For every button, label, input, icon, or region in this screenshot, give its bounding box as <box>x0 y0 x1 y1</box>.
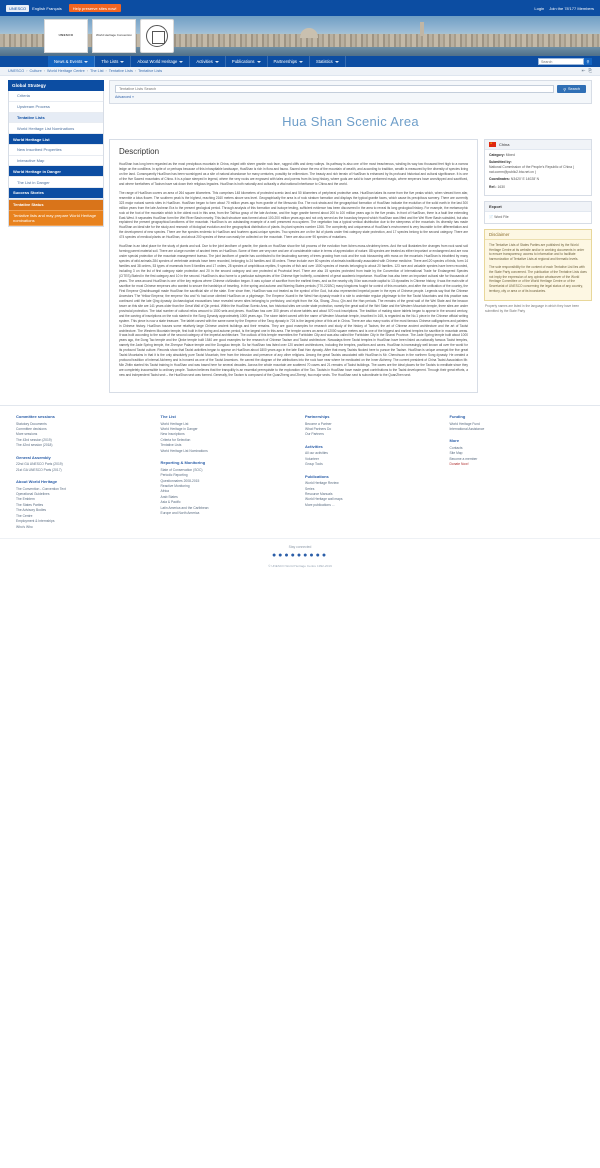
footer-link[interactable]: World Heritage wall maps <box>305 497 343 502</box>
section-heading: Description <box>119 147 160 156</box>
breadcrumb-item-whc[interactable]: World Heritage Centre <box>47 69 85 73</box>
site-banner <box>0 16 600 56</box>
footer-link[interactable]: Who's Who <box>16 524 33 529</box>
nav-item-about-world-heritage[interactable] <box>131 56 190 67</box>
footer-link[interactable]: The Emblem <box>16 497 35 502</box>
page-root <box>0 0 600 576</box>
main-column <box>109 80 592 393</box>
footer-heading-reporting-monitoring: Reporting & Monitoring <box>160 460 206 466</box>
nav-label: Partnerships <box>273 59 298 64</box>
footer-link[interactable]: Resource Manuals <box>305 492 333 497</box>
whc-logo[interactable] <box>92 19 136 53</box>
social-icons[interactable] <box>0 552 600 559</box>
nav-label: The Lists <box>101 59 119 64</box>
footer-heading-committee-sessions: Committee sessions <box>16 414 55 420</box>
facebook-icon[interactable]: ● <box>271 552 279 560</box>
donate-button[interactable]: Help preserve sites now! <box>69 4 121 12</box>
search-button[interactable] <box>557 85 586 93</box>
account-links[interactable] <box>534 6 594 11</box>
footer-link[interactable]: Group Tools <box>305 462 323 467</box>
content-area <box>0 76 600 393</box>
footer-link[interactable]: Latin America and the Caribbean <box>160 505 209 510</box>
footer-link[interactable]: Criteria for Selection <box>160 437 191 442</box>
field-label: Ref.: <box>489 184 497 189</box>
sidebar-item-the-list-in-danger[interactable]: The List in Danger <box>9 177 103 188</box>
infobox-field-coordinates <box>489 177 587 182</box>
nav-label: About World Heritage <box>137 59 178 64</box>
footer-column-1 <box>16 414 151 530</box>
field-value: 1630 <box>497 184 506 189</box>
infobox-field-category <box>489 153 587 158</box>
sidebar <box>8 80 104 227</box>
footer-link[interactable]: The Centre <box>16 513 33 518</box>
nav-label: News & Events <box>54 59 83 64</box>
rss-icon[interactable]: ● <box>321 552 329 560</box>
unesco-logo-text: UNESCO <box>58 33 74 38</box>
vimeo-icon[interactable]: ● <box>315 552 322 560</box>
language-links[interactable]: English Français <box>32 5 62 11</box>
footer-link[interactable]: Periodic Reporting <box>160 473 188 478</box>
footer-link[interactable]: The States Parties <box>16 502 44 507</box>
sidebar-item-new-inscribed-properties[interactable]: New Inscribed Properties <box>9 145 103 156</box>
footer-heading-general-assembly: General Assembly <box>16 454 51 460</box>
breadcrumb-item-tentative-lists[interactable]: Tentative Lists <box>108 69 133 73</box>
print-icon[interactable]: ⎘ <box>588 68 592 73</box>
footer-link[interactable]: Become a Partner <box>305 421 332 426</box>
login-link[interactable]: Login <box>534 5 545 11</box>
footer-link[interactable]: World Heritage in Danger <box>160 426 198 431</box>
nav-item-statistics[interactable] <box>310 56 346 67</box>
footer-link[interactable]: Africa <box>160 489 169 494</box>
footer-link[interactable]: Arab States <box>160 494 178 499</box>
footer-heading-activities: Activities <box>305 443 323 449</box>
sidebar-item-world-heritage-in-danger[interactable]: World Heritage in Danger <box>9 166 103 177</box>
copyright: © UNESCO World Heritage Centre 1992-2019 <box>268 564 332 569</box>
footer-link[interactable]: More sessions <box>16 432 38 437</box>
page-title: Hua Shan Scenic Area <box>282 114 419 129</box>
description-paragraph: HuaShan is an ideal place for the study of plants and soil. Due to the joint landform of granite, the plants on HuaShan show the full process of the evolution from lichen-moss-shrubbery-trees. And the soil illustrates the changes from rock sand soil forming parent material soil. There are a large number of ancient trees on HuaShan. Some of them are very rare and are of considerable value in terms of appreciation of nature. 88 species are treated as either important or endangered and are now under special protection of the mountain management bureau. The joint landform of granite has contributed to the fascinating scenery of trees growing from rock and the rock blossoming with moss on the mountain. HuaShan is inhabited by many species of wild animals.284 species of vertebrate animals have been recorded, belonging to 24 families and 45 orders. These include over 80 species of animals traditionally associated with Chinese medicine. There are120 species of birds, form 14 families and 38 orders, 53 types of mammals from 5 families and 17 orders, 28 species of amphibious reptiles, 9 species of fish and over 1500 species of insects belonging to about 20 families. 123 rare and valuable species have been recorded, including 3 on the list of first category state protection and 20 in the second category and one protected at Provincial level. There are also 15 species protected from trade by the Convention of International Trade for Endangered Species (CITES).Stated in the first category and 10 in the second. HuaShan is also home to a particular subspecies of the Chinese tiger butterfly, considered of great academic importance. HuaShan has also been an important cultural site for thousands of years. The area around HuaShan is one of the key regions where Chinese civilization began. It was a place of sacrifice from the earliest times, and as the nearby city Xi'an was made capital to 13 dynasties in Chinese history, it was the main site of sacrifice for most Chinese emperors who wanted to secure the hardships of traveling. In the spring and autumn and Warring States periods (770-221BC) many kingdoms fought for control of this mountain, and after the unification of the country, the First Emperor Qinshihuangdi made HuaShan the sacrificial site of the state. Ever since then, HuaShan was not treated as the symbol of the God, but also represented imperial power in the eyes of Chinese people. Legends say that the Chinese Ancestors 'The Yellow Emperor, the emperor Yao and Yu had once climbed HuaShan on a pilgrimage. The Emperor Xuanti in the West Han dynasty made it a rule to undertake regular pilgrimage to the five Taoist Mountains and this practice was continued until the late Qing dynasty. Archaeological excavations have revealed seven sites belonging to prehistory, and eight from the Xia, Shang, Zhou, Qin and the Han periods. The remains of the great wall of the Wei State and the beacon tower on this site are 141 years older than the Great Wall of Qin period. Within the HuaShan Scenic Area, two historical sites are under state protection, namely the great wall of the Wei State and the Western Mountain temple, three sites are under provincial protection. The total number of cultural relics amount to 1500 sets and pieces. HuaShan has over 300 pieces of stone tablets and about 570 rock inscriptions. The tradition of making stone tablets began to appear in the second century, and the carving of inscriptions on the rock started in the Song Dynasty approximately 1000 years ago. The stone tablet carved with the name of Western Mountain temple, inscribed in 165, is regarded as the No.1 piece in the Chinese official writing system. This piece is now a state treasure. The tablet carved with the same name by the Emperor of the Tang dynasty in 724 is the largest piece of this art in China. There are also many works of the most famous Chinese calligraphers and painters in Chinese history. HuaShan houses some relatively large Chinese ancient buildings and their remains. They are good examples for research and study of the history of Taoism, the art of Chinese ancient architecture and the art of Taoist architecture. The Western Mountain temple, first built in the spring and autumn period, is the largest one in this area. The temple covers an area of 12000 square meters and is one of the biggest and earliest temples for sacrifice in mountain areas. It was built according to the scale of the second category of the imperial architecture. The outlook of this temple resembles the Forbidden City and was also called the Forbidden City in the Shanxi Province. The Jade Spring temple built about 1000 years ago, the Dong Tao temple and the Qinke temple built 1540 are good examples for the research of Chinese Taoism and Taoist architecture. Nowadays three Taoist temples in HuaShan have been listed as nationally famous Taoist temples, namely the Jade Spring temple, the Zhenyue Palace temple and the Dongdao temple. So far HuaShan has listed over 120 ancient architectures, including the temples, pavilions and caves. HuaShan is increasingly well known all over the world for its profound Taoist culture. Records show that Taoist activities began to appear on HuaShan about 1800 years ago in the late East Han dynasty. After that many Taoists flocked here to pursue the Taoism. HuaShan is unique amongst the five great Taoist Mountains in that it is the only absolutely pure Taoist Mountain, free from the intrusion and presence of any other religions. Among the great Taoists associated with HuaShan is Mr. Chenchuan in the northern Song dynasty. He created a profound tradition of internal Alchemy and is honored as one of the Taoist Ancestors. He carved the diagram of the attributions into the rock face near where he medicated on the Inner Alchemy. The current president of China Taoist Association Mr. Min Zhitin started his Taoist training in HuaShan and was based here for several decades. Across the whole mountain are scattered 70 caves and 21 remains of Taoist buildings. The caves are the ideal places for the Taoists to meditate since they are completely inaccessible to ordinary people. Taoism believes that the tranquility is an essential prerequisite to the exploration of the Tao. Taoists in HuaShan have made great contributions to the Taoist development. Through their great efforts, a new and independent Taoist sect – the HuaShan sect was formed. Generally, the Taoism is composed of the QuanZheng and Zhenyi, two major sects. The HuaShan sect is subordinate to the QuanZhen sect. <box>119 244 468 378</box>
footer-link[interactable]: The 42nd session (2018) <box>16 443 53 448</box>
footer-link[interactable]: Operational Guidelines <box>16 492 50 497</box>
footer-link[interactable]: Statutory Documents <box>16 421 47 426</box>
chevron-down-icon <box>120 61 124 63</box>
footer-link[interactable]: New Inscriptions <box>160 432 185 437</box>
nav-item-publications[interactable] <box>226 56 268 67</box>
disclaimer-title: Disclaimer <box>485 230 591 240</box>
share-icon[interactable]: ⇤ <box>581 68 586 73</box>
sidebar-list[interactable] <box>8 91 104 200</box>
field-value: National Commission of the People's Republic of China ( nat.comm@public2.bta.net.cn ) <box>489 165 575 175</box>
country-name[interactable]: China <box>499 142 510 147</box>
language-note: Property names are listed in the language in which they have been submitted by the State Party <box>485 303 580 313</box>
footer-link[interactable]: All our activities <box>305 451 328 456</box>
footer-link[interactable]: 22nd GA UNESCO Paris (2019) <box>16 462 63 467</box>
field-label: Coordinates: <box>489 177 510 182</box>
twitter-icon[interactable]: ● <box>278 552 285 560</box>
breadcrumb-separator: › <box>86 69 89 73</box>
search-input[interactable] <box>115 85 554 93</box>
main-navigation[interactable] <box>0 56 600 67</box>
breadcrumb-item-the-list[interactable]: The List <box>90 69 104 73</box>
sidebar-item-success-stories[interactable]: Success Stories <box>9 188 103 199</box>
banner-logos[interactable] <box>44 19 174 53</box>
property-infobox <box>484 139 592 196</box>
footer-link[interactable]: The Advisory Bodies <box>16 508 47 513</box>
footer-heading-partnerships: Partnerships <box>305 414 330 420</box>
sidebar-highlight-title: Tentative Status <box>9 200 103 211</box>
google-plus-icon[interactable]: ● <box>284 552 291 560</box>
footer-link[interactable]: Site Map <box>449 451 463 456</box>
footer-link[interactable]: World Heritage Fund <box>449 421 480 426</box>
infobox-header <box>485 140 591 150</box>
footer-heading-more: More <box>449 438 460 444</box>
footer-heading-about-world-heritage: About World Heritage <box>16 479 58 485</box>
breadcrumb-separator: › <box>43 69 46 73</box>
infobox-field-ref <box>489 185 587 190</box>
flickr-icon[interactable]: ● <box>303 552 310 560</box>
footer-link[interactable]: Contacts <box>449 445 463 450</box>
nav-item-activities[interactable] <box>190 56 226 67</box>
unesco-logo[interactable] <box>44 19 88 53</box>
footer-link[interactable]: Europe and North America <box>160 511 200 516</box>
footer-column-2 <box>161 414 296 530</box>
disclaimer-paragraph: The Tentative Lists of States Parties are published by the World Heritage Centre at its website and/or in working documents in order to ensure transparency, access to information and to facilitate harmonization of Tentative Lists at regional and thematic levels. <box>489 242 585 262</box>
search-button-label: Search <box>567 87 580 91</box>
breadcrumb-item-unesco[interactable]: UNESCO <box>8 69 25 73</box>
footer-link[interactable]: Employment & Internships <box>16 519 55 524</box>
footer-link[interactable]: State of Conservation (SOC) <box>160 467 203 472</box>
footer-link[interactable]: More publications ... <box>305 502 335 507</box>
breadcrumb-item-culture[interactable]: Culture <box>29 69 42 73</box>
footer-link[interactable]: Tentative Lists <box>160 443 182 448</box>
banner-tower <box>420 22 424 36</box>
footer-link[interactable]: Become a member <box>449 456 478 461</box>
footer-link[interactable]: What Partners Do <box>305 426 332 431</box>
footer-link[interactable]: International Assistance <box>449 426 485 431</box>
nav-search[interactable] <box>538 58 592 65</box>
footer-link[interactable]: Series <box>305 486 315 491</box>
sidebar-item-upstream-process[interactable]: Upstream Process <box>9 102 103 113</box>
field-label: Category: <box>489 153 505 157</box>
infobox-body <box>485 150 591 195</box>
footer-link[interactable]: Our Partners <box>305 432 324 437</box>
footer-link[interactable]: Volunteer <box>305 456 319 461</box>
share-tools[interactable] <box>582 68 592 74</box>
breadcrumb-item-current: Tentative Lists <box>138 69 163 73</box>
footer-column-4 <box>450 414 585 530</box>
youtube-icon[interactable]: ● <box>290 552 297 560</box>
chevron-down-icon <box>299 61 303 63</box>
footer-column-3 <box>305 414 440 530</box>
chevron-down-icon <box>215 61 219 63</box>
breadcrumb-separator: › <box>134 69 137 73</box>
footer-heading-funding: Funding <box>449 414 466 420</box>
export-word-link[interactable]: Word File <box>494 214 509 219</box>
footer-link[interactable]: Asia & Pacific <box>160 500 181 505</box>
site-footer <box>0 405 600 534</box>
footer-link[interactable]: World Heritage List <box>160 421 189 426</box>
export-body[interactable] <box>485 212 591 223</box>
footer-link-donate[interactable]: Donate Now! <box>449 462 469 467</box>
social-section <box>0 538 600 561</box>
search-icon: ⚲ <box>563 87 566 92</box>
nav-item-news-events[interactable] <box>48 56 95 67</box>
footer-heading-publications: Publications <box>305 473 329 479</box>
word-file-icon: 📄 <box>489 214 494 219</box>
nav-label: Publications <box>231 59 255 64</box>
chevron-down-icon <box>84 61 88 63</box>
search-row <box>115 85 586 93</box>
instagram-icon[interactable]: ● <box>296 552 304 560</box>
chevron-down-icon <box>335 61 339 63</box>
members-link[interactable]: Join the 78'177 Members <box>549 5 594 11</box>
utility-bar <box>0 0 600 16</box>
export-box <box>484 201 592 224</box>
field-value: N3420' E 14028' N <box>510 177 540 182</box>
sidebar-item-criteria[interactable]: Criteria <box>9 91 103 102</box>
nav-search-input[interactable] <box>538 58 584 65</box>
sidebar-highlight[interactable] <box>8 200 104 228</box>
china-flag-icon: ★ <box>489 142 496 147</box>
description-paragraph: HuaShan has long been regarded as the most precipitous mountain in China, edged with sheer granite rock face, rugged cliffs and deep valleys. Its pathway is also one of the most treacherous, winding its way two thousand feet high to a narrow ledge on the cordillera. In spite of or perhaps because of this inhospitable landscape, HuaShan is rich in flora and fauna. Sacred since the era of the mountain of wealth, and according to tradition, wealth is measured by the diversity of species living on the land. Consequently HuaShan has been worshipped as a site of natural abundance for many centuries, possibly for millennium. The beauty and rich terrain of HuaShan is enhanced by its profound historical and cultural significance. It is one of the five Sacred mountains of China. It is a place steeped in legend, where the very rocks are engraved with tales and poems from its long history, where gods are said to have performed magic, where emperors have worshipped and sacrificed, and where forefathers of Taoism have sat down their religious legacies. HuaShan is both naturally and culturally a vital national inheritance to China and the world. <box>119 162 468 186</box>
footer-heading-the-list: The List <box>160 414 176 420</box>
infobox-field-submitted-by <box>489 160 587 175</box>
footer-link[interactable]: Committee decisions <box>16 426 47 431</box>
tentative-list-search <box>109 80 592 104</box>
sidebar-item-interactive-map[interactable]: Interactive Map <box>9 156 103 167</box>
main-columns <box>109 139 592 393</box>
footer-link[interactable]: World Heritage List Nominations <box>160 448 208 453</box>
footer-link[interactable]: The Convention - Convention Text <box>16 486 66 491</box>
breadcrumb[interactable] <box>0 67 600 76</box>
export-header: Export <box>485 202 591 212</box>
nav-label: Statistics <box>316 59 333 64</box>
search-icon[interactable]: ⚲ <box>584 58 592 65</box>
whc-logo-text: World Heritage Convention <box>96 33 132 38</box>
right-rail <box>484 139 592 316</box>
description-paragraph: The range of HuaShan covers an area of 264 square kilometers. This comprises 148 kilometers of protected scenic land and 50 kilometers of peripheral protective area. HuaShan takes its name from the five peaks which, when viewed form afar, resemble a lotus flower. The southern peak is the highest, reaching 2160 meters above sea level. Geographically the area is of rock stratum formation and displays the typical granite faces, which cause its precipitous scenery. There are currently 323 major natural scenic sites in HuaShan. HuaShan began to form about 70 million years ago from granite of the Mesozoic Era. The rock strata and the geographical formation of HuaShan indicate the evolution of the solid earth in the last 300 million years from the late Archean Era to the present geological period. Through analysis of this formation and isotope testing, sufficient evidence has been discovered in the area to reveal its long geological history. For example, the metamorphic rock at the foot of the mountain which is the oldest rock in this area, from the TaiHua group of the late Archean, and the huge granite formed about 200 to 100 million years ago in the five peaks. In front of HuaShan, there is a fault line extending East-West. It separates HuaShan form the Wei River Basin nearby. This fault structure was formed about 100-200 million years ago and not only served as the boundary beyond which HuaShan was lifted and the Wei River Basin subsided, but also explained the present geographical landforms of the mountain. HuaShan is an outstanding example of a well preserved eco-system. The vegetation has a typical vertical distribution due to the steepness of the mountain. Its diversity has made HuaShan an ideal site for the study and research of biological evolution and the geographical distribution of plants. Its plant species number 1266. The complexity and uniqueness of HuaShan's environment is very favorable to the differentiation and the development of new species. There are five species endemic to HuaShan and fourteen quasi-unique species. Two species are on the list of plants under first category state protection, and 17 species belong to the second category. There are 474 species of medical plants on HuaShan, and about 200 species of these can easily be collected on the mountain. There are also over 90 species of mutations. <box>119 190 468 240</box>
footer-link[interactable]: The 43rd session (2019) <box>16 437 52 442</box>
linkedin-icon[interactable]: ● <box>309 552 316 560</box>
description-article <box>109 139 478 393</box>
footer-link[interactable]: 21st GA UNESCO Paris (2017) <box>16 467 62 472</box>
nav-label: Activities <box>196 59 213 64</box>
chevron-down-icon <box>257 61 261 63</box>
field-label: Submitted by: <box>489 160 512 165</box>
unesco-pill[interactable]: UNESCO <box>6 5 29 12</box>
breadcrumb-separator: › <box>105 69 107 73</box>
disclaimer-box <box>484 229 592 301</box>
footer-link[interactable]: World Heritage Review <box>305 481 339 486</box>
sidebar-highlight-text: Tentative lists and may prepare World Heritage nominations <box>9 211 103 227</box>
chevron-down-icon <box>179 61 183 63</box>
nav-item-partnerships[interactable] <box>268 56 311 67</box>
world-heritage-emblem-icon[interactable] <box>140 19 174 53</box>
sidebar-item-tentative-lists[interactable]: Tentative Lists <box>9 113 103 124</box>
footer-link[interactable]: Reactive Monitoring <box>160 483 190 488</box>
advanced-search-link[interactable]: Advanced » <box>115 95 134 99</box>
breadcrumb-separator: › <box>26 69 28 73</box>
sidebar-item-wh-list-nominations[interactable]: World Heritage List Nominations <box>9 123 103 134</box>
sidebar-item-world-heritage-list[interactable]: World Heritage List <box>9 134 103 145</box>
language-selector[interactable] <box>6 4 121 12</box>
emblem-ring <box>146 25 168 47</box>
sidebar-title: Global Strategy <box>8 80 104 91</box>
nav-item-the-lists[interactable] <box>95 56 131 67</box>
disclaimer-paragraph: The sole responsibility for the content of each Tentative List lies with the State Party concerned. The publication of the Tentative Lists does not imply the expression of any opinion whatsoever of the World Heritage Committee or of the World Heritage Centre or of the Secretariat of UNESCO concerning the legal status of any country, territory, city or area or of its boundaries. <box>489 264 587 293</box>
disclaimer-body <box>485 240 591 300</box>
social-label: Stay connected <box>288 545 312 550</box>
footer-link[interactable]: Questionnaires 2008-2015 <box>160 478 200 483</box>
field-value: Mixed <box>505 153 515 157</box>
